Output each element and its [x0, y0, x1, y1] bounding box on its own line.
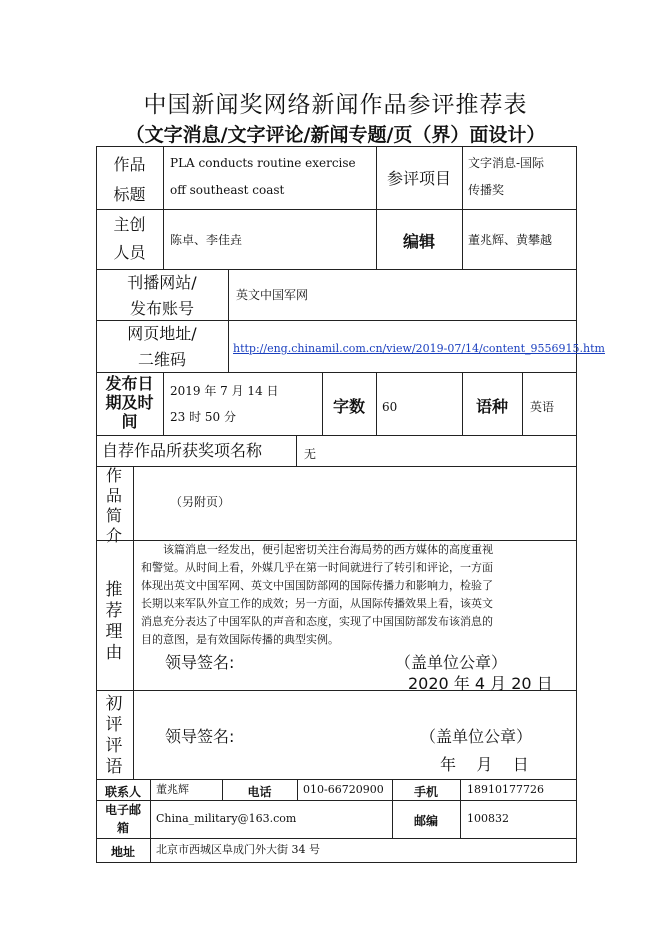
date-label: 发布日 期及时 间: [105, 374, 154, 431]
date-value: 2019 年 7 月 14 日 23 时 50 分: [170, 384, 279, 424]
email-value: China_military@163.com: [156, 812, 297, 825]
page-title: 中国新闻奖网络新闻作品参评推荐表: [143, 92, 528, 118]
work-title-value: PLA conducts routine exercise off southeast coast: [170, 156, 356, 197]
article-url-link[interactable]: http://eng.chinamil.com.cn/view/2019-07/14/content_9556915.htm: [233, 342, 605, 355]
mobile-value: 18910177726: [467, 783, 544, 796]
reason-text: 该篇消息一经发出，便引起密切关注台海局势的西方媒体的高度重视 和警觉。从时间上看，外媒几乎在第一时间就进行了转引和评论，一方面 体现出英文中国军网、英文中国国防部网的国际传播力和影响力，检验了 长期以来军队外宣工作的成效；另一方面，从国际传播效果上看，该英文 消息充分表达了中国军队的声音和态度，实现了中国国防部发布该消息的 目的意图，是有效国际传播的典型实例。: [141, 543, 493, 646]
editor-value: 董兆辉、黄攀越: [468, 233, 553, 247]
site-label: 刊播网站/ 发布账号: [127, 273, 197, 318]
reason-sign-label: 领导签名:: [165, 653, 235, 672]
address-value: 北京市西城区阜成门外大街 34 号: [156, 843, 320, 856]
review-seal: （盖单位公章）: [420, 727, 533, 746]
category-value: 文字消息-国际 传播奖: [468, 156, 545, 197]
creator-label: 主创 人员: [113, 215, 146, 262]
reason-date: 2020 年 4 月 20 日: [408, 674, 553, 693]
contact-label: 联系人: [104, 785, 141, 799]
review-sign-label: 领导签名:: [165, 727, 235, 746]
wordcount-value: 60: [382, 400, 398, 414]
phone-label: 电话: [247, 785, 272, 799]
reason-label: 推 荐 理 由: [105, 580, 123, 663]
wordcount-label: 字数: [332, 397, 365, 416]
reason-seal: （盖单位公章）: [395, 653, 508, 672]
address-label: 地址: [110, 845, 135, 859]
page-subtitle: （文字消息/文字评论/新闻专题/页（界）面设计）: [125, 124, 546, 146]
site-value: 英文中国军网: [236, 288, 309, 302]
review-date: 年 月 日: [440, 755, 529, 774]
postcode-label: 邮编: [413, 814, 438, 828]
creator-value: 陈卓、李佳垚: [170, 233, 243, 247]
email-label: 电子邮 箱: [104, 803, 141, 835]
phone-value: 010-66720900: [303, 783, 384, 796]
intro-label: 作 品 简 介: [105, 466, 122, 545]
contact-value: 董兆辉: [156, 783, 189, 796]
editor-label: 编辑: [402, 232, 435, 251]
url-label: 网页地址/ 二维码: [127, 324, 197, 369]
category-label: 参评项目: [386, 169, 451, 188]
review-label: 初 评 评 语: [105, 694, 123, 777]
language-label: 语种: [475, 397, 508, 416]
language-value: 英语: [530, 400, 555, 414]
work-title-label: 作品 标题: [113, 155, 146, 204]
self-award-value: 无: [304, 447, 317, 461]
mobile-label: 手机: [413, 785, 438, 799]
self-award-label: 自荐作品所获奖项名称: [102, 441, 263, 460]
postcode-value: 100832: [467, 812, 509, 825]
intro-value: （另附页）: [170, 495, 231, 509]
